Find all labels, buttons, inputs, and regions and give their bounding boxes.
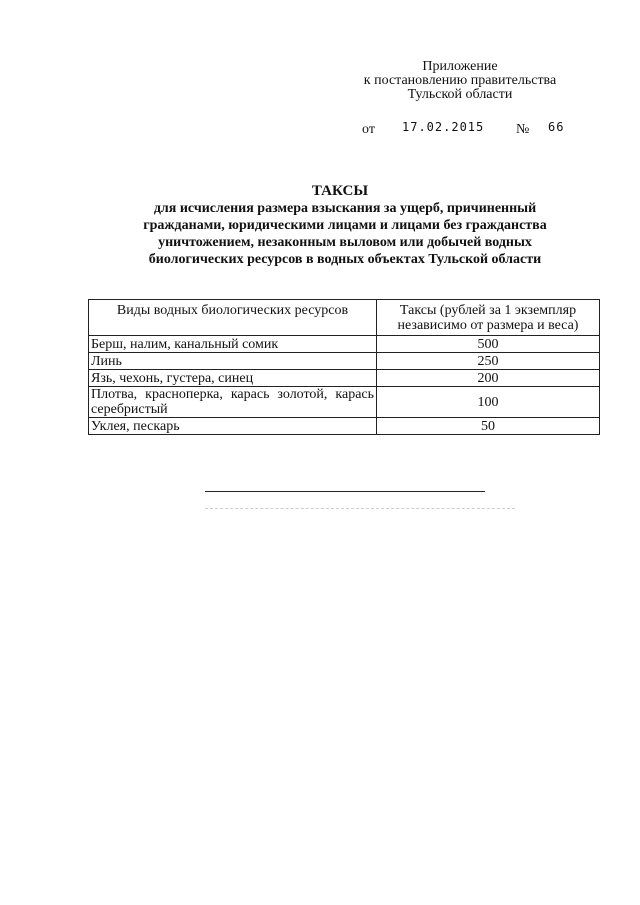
table-row	[89, 387, 600, 418]
date-prefix: от	[362, 122, 375, 137]
subtitle-line: для исчисления размера взыскания за ущерб, причиненный	[153, 201, 537, 216]
column-header-tax: Таксы (рублей за 1 экземпляр независимо от размера и веса)	[377, 300, 600, 336]
species-cell: Уклея, пескарь	[89, 418, 377, 435]
appendix-block	[330, 60, 590, 102]
species-cell: Линь	[89, 353, 377, 370]
document-title: ТАКСЫ	[311, 183, 369, 199]
scan-artifact-line	[205, 508, 515, 509]
appendix-line: Тульской области	[407, 87, 513, 102]
table-row	[89, 418, 600, 435]
subtitle-line: биологических ресурсов в водных объектах Тульской области	[148, 252, 542, 267]
species-cell: Плотва, красноперка, карась золотой, карась серебристый	[89, 387, 377, 418]
appendix-line: к постановлению правительства	[363, 73, 557, 88]
tax-cell: 200	[377, 370, 600, 387]
document-subtitle	[95, 200, 595, 268]
tax-cell: 500	[377, 336, 600, 353]
table-row	[89, 370, 600, 387]
closing-rule	[205, 491, 485, 492]
appendix-line: Приложение	[422, 59, 498, 74]
species-cell: Берш, налим, канальный сомик	[89, 336, 377, 353]
number-sign: №	[516, 122, 530, 137]
table-row	[89, 353, 600, 370]
tax-cell: 100	[377, 387, 600, 418]
subtitle-line: гражданами, юридическими лицами и лицами без гражданства	[143, 218, 547, 233]
subtitle-line: уничтожением, незаконным выловом или добычей водных	[158, 235, 532, 250]
tax-cell: 250	[377, 353, 600, 370]
column-header-species: Виды водных биологических ресурсов	[89, 300, 377, 336]
resolution-number: 66	[548, 120, 565, 134]
tax-table	[88, 299, 600, 435]
species-cell: Язь, чехонь, густера, синец	[89, 370, 377, 387]
table-header-row	[89, 300, 600, 336]
date-number-line	[0, 120, 640, 138]
resolution-date: 17.02.2015	[402, 120, 485, 134]
table-row	[89, 336, 600, 353]
tax-cell: 50	[377, 418, 600, 435]
